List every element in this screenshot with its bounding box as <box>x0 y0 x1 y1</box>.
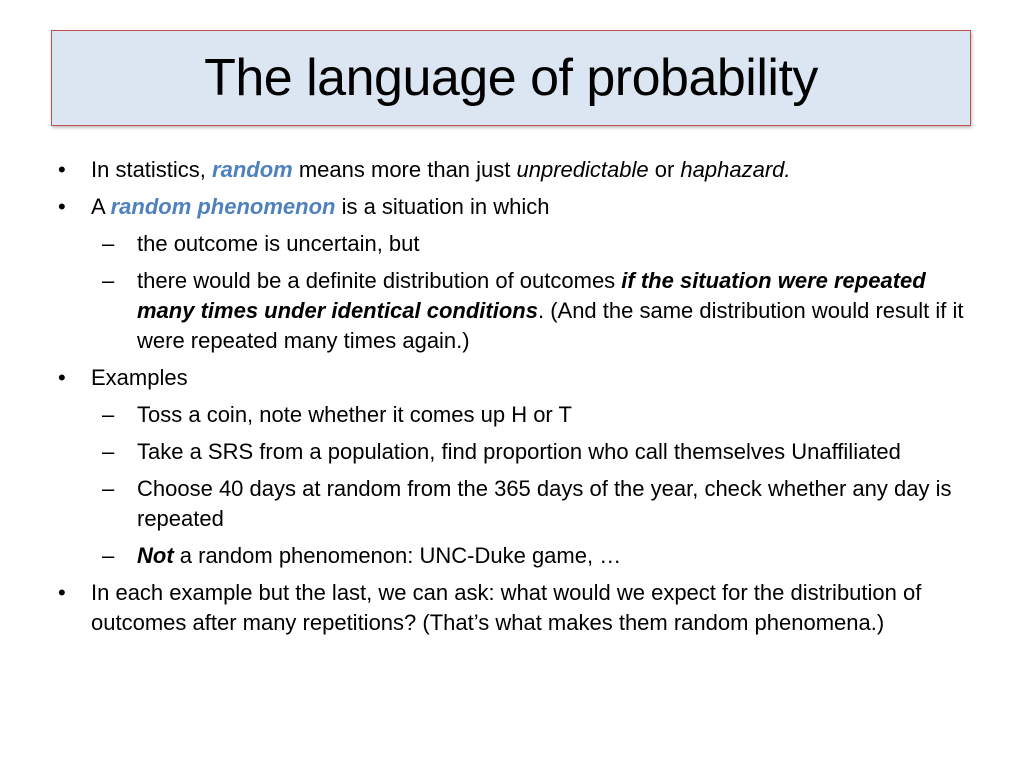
bullet-item <box>52 155 987 185</box>
bullet-text: In each example but the last, we can ask: what would we expect for the distribution of outcomes after many repetitions? (That’s what makes them random phenomena.) <box>91 580 922 635</box>
bullet-item <box>52 578 987 638</box>
bullet-text: or <box>648 157 681 182</box>
sub-bullet-item <box>52 541 987 571</box>
sub-bullet-item <box>52 474 987 534</box>
sub-bullet-marker: – <box>102 231 115 256</box>
sub-bullet-marker: – <box>102 476 115 501</box>
emphasis-text: if the situation were repeated many times under identical conditions <box>137 268 926 323</box>
bullet-item <box>52 192 987 222</box>
sub-bullet-item <box>52 266 987 356</box>
sub-bullet-item <box>52 437 987 467</box>
bullet-text: In statistics, <box>91 157 213 182</box>
bullet-marker: • <box>58 580 66 605</box>
sub-bullet-text: the outcome is uncertain, but <box>137 231 420 256</box>
sub-bullet-marker: – <box>102 268 115 293</box>
bullet-marker: • <box>58 194 66 219</box>
bullet-item <box>52 363 987 393</box>
bullet-marker: • <box>58 157 66 182</box>
term-random: random <box>212 157 293 182</box>
sub-bullet-item <box>52 229 987 259</box>
sub-bullet-text: Choose 40 days at random from the 365 days of the year, check whether any day is repeated <box>137 476 952 531</box>
sub-bullet-text: Take a SRS from a population, find proportion who call themselves Unaffiliated <box>137 439 901 464</box>
bullet-text: A <box>91 194 111 219</box>
sub-bullet-text: there would be a definite distribution of outcomes <box>137 268 622 293</box>
sub-bullet-text: Toss a coin, note whether it comes up H or T <box>137 402 572 427</box>
sub-bullet-marker: – <box>102 439 115 464</box>
sub-bullet-marker: – <box>102 543 115 568</box>
term-random-phenomenon: random phenomenon <box>110 194 336 219</box>
sub-bullet-marker: – <box>102 402 115 427</box>
bullet-list <box>52 155 987 645</box>
term-unpredictable: unpredictable <box>516 157 649 182</box>
sub-bullet-text: a random phenomenon: UNC-Duke game, … <box>173 543 622 568</box>
title-box <box>51 30 971 126</box>
bullet-text: is a situation in which <box>335 194 550 219</box>
bullet-marker: • <box>58 365 66 390</box>
bullet-text: Examples <box>91 365 188 390</box>
bullet-text: means more than just <box>292 157 517 182</box>
term-haphazard: haphazard. <box>680 157 791 182</box>
emphasis-not: Not <box>137 543 174 568</box>
sub-bullet-text: . (And the same distribution would result if it were repeated many times again.) <box>137 298 964 353</box>
slide-title: The language of probability <box>204 49 818 107</box>
sub-bullet-item <box>52 400 987 430</box>
